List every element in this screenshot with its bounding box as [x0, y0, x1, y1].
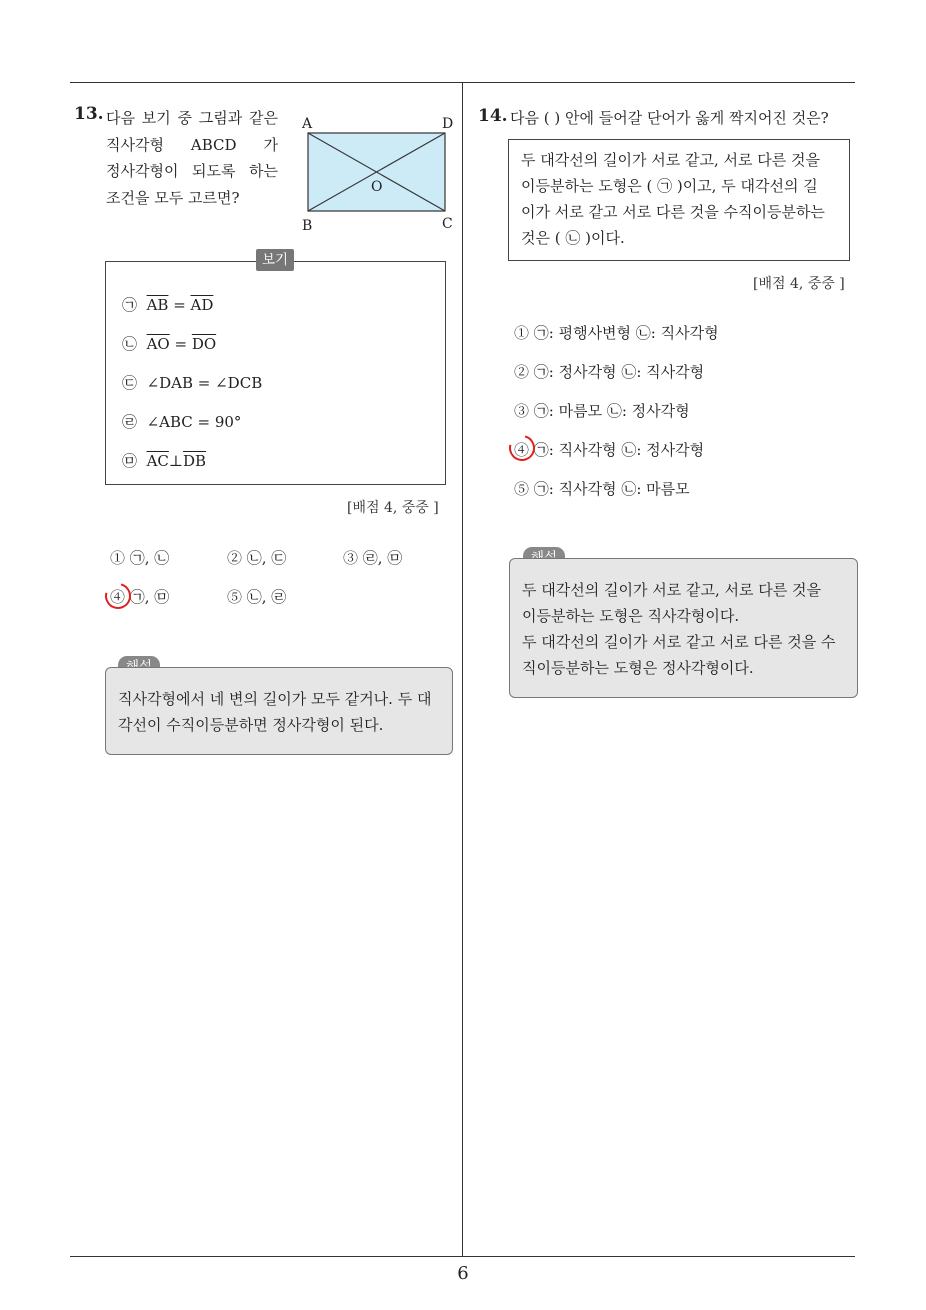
bogi-item-5: ㉤ $\overline{AC}\perp\overline{DB}$ — [122, 452, 207, 470]
q14-explanation-line-2: 이등분하는 도형은 직사각형이다. — [522, 607, 740, 625]
q13-choice-4[interactable]: ④ ㉠, ㉤ — [110, 588, 170, 606]
bogi-box — [105, 261, 446, 485]
question-13-score: [배점 4, 중중 ] — [347, 500, 439, 516]
question-14-score: [배점 4, 중중 ] — [753, 276, 845, 292]
q13-explanation-box — [105, 667, 453, 755]
q14-explanation-line-3: 두 대각선의 길이가 서로 같고 서로 다른 것을 수 — [522, 633, 836, 651]
q14-explanation-line-4: 직이등분하는 도형은 정사각형이다. — [522, 659, 754, 677]
page-number: 6 — [457, 1263, 469, 1284]
bogi-item-3: ㉢ ∠DAB = ∠DCB — [122, 374, 263, 392]
question-13-number: 13. — [74, 104, 104, 124]
q14-box-line-2: 이등분하는 도형은 ( ㉠ )이고, 두 대각선의 길 — [521, 177, 818, 195]
q14-box-line-4: 것은 ( ㉡ )이다. — [521, 229, 625, 247]
bogi-item-4: ㉣ ∠ABC = 90° — [122, 413, 242, 431]
q13-explanation-line-1: 직사각형에서 네 변의 길이가 모두 같거나. 두 대 — [118, 690, 432, 708]
rectangle-figure — [296, 112, 460, 238]
label-o: O — [371, 179, 383, 195]
q14-choice-1[interactable]: ① ㉠: 평행사변형 ㉡: 직사각형 — [514, 324, 719, 342]
q13-explanation-line-2: 각선이 수직이등분하면 정사각형이 된다. — [118, 716, 384, 734]
bogi-item-1: ㉠ $\overline{AB} = \overline{AD}$ — [122, 296, 214, 314]
label-b: B — [302, 218, 313, 234]
q13-choice-1[interactable]: ① ㉠, ㉡ — [110, 549, 170, 567]
q14-box-line-1: 두 대각선의 길이가 서로 같고, 서로 다른 것을 — [521, 151, 820, 169]
q13-choice-2[interactable]: ② ㉡, ㉢ — [227, 549, 287, 567]
question-14-number: 14. — [478, 106, 508, 126]
q14-explanation-box — [509, 558, 858, 698]
question-14-text: 다음 ( ) 안에 들어갈 단어가 옳게 짝지어진 것은? — [510, 109, 829, 127]
q14-choice-3[interactable]: ③ ㉠: 마름모 ㉡: 정사각형 — [514, 402, 690, 420]
column-divider — [462, 82, 463, 1257]
q13-answer-mark-icon — [100, 578, 136, 614]
question-14-box — [508, 139, 850, 261]
bogi-item-2: ㉡ $\overline{AO} = \overline{DO}$ — [122, 335, 217, 353]
q14-choice-2[interactable]: ② ㉠: 정사각형 ㉡: 직사각형 — [514, 363, 705, 381]
q14-answer-mark-icon — [504, 430, 540, 466]
label-d: D — [442, 116, 454, 132]
label-c: C — [442, 216, 453, 232]
q14-box-line-3: 이가 서로 같고 서로 다른 것을 수직이등분하는 — [521, 203, 825, 221]
q14-explanation-line-1: 두 대각선의 길이가 서로 같고, 서로 다른 것을 — [522, 581, 821, 599]
q13-choice-5[interactable]: ⑤ ㉡, ㉣ — [227, 588, 287, 606]
q14-choice-5[interactable]: ⑤ ㉠: 직사각형 ㉡: 마름모 — [514, 480, 690, 498]
bogi-title: 보기 — [256, 249, 294, 271]
q14-choice-4[interactable]: ④ ㉠: 직사각형 ㉡: 정사각형 — [514, 441, 705, 459]
label-a: A — [302, 116, 313, 132]
bottom-rule — [70, 1256, 855, 1257]
question-13-text: 다음 보기 중 그림과 같은 직사각형 ABCD 가 정사각형이 되도록 하는 조건을 모두 고르면? — [106, 109, 278, 207]
q13-choice-3[interactable]: ③ ㉣, ㉤ — [343, 549, 403, 567]
